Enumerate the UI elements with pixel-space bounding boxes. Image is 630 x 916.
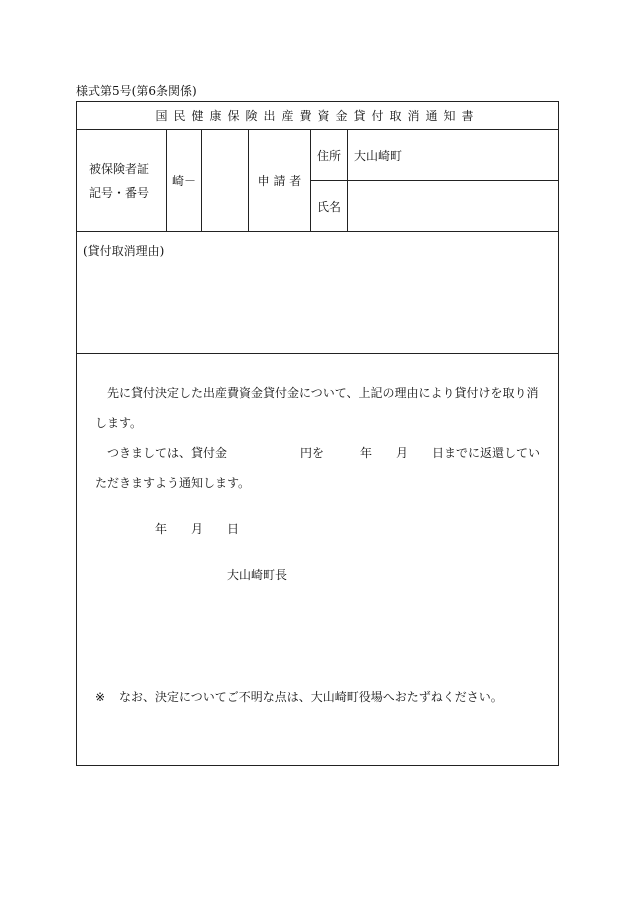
note-mark: ※	[95, 690, 106, 704]
body-line-3-text: つきましては、貸付金	[107, 446, 228, 460]
issue-date-day: 日	[227, 522, 240, 536]
body-line-4: ただきますよう通知します。	[95, 476, 251, 490]
reason-label: (貸付取消理由)	[83, 244, 165, 258]
body-line-1: 先に貸付決定した出産費資金貸付金について、上記の理由により貸付けを取り消	[107, 386, 539, 400]
insured-card-number-field[interactable]	[202, 130, 249, 232]
insured-card-label-line2: 記号・番号	[89, 185, 150, 200]
name-label: 氏名	[311, 181, 348, 232]
address-label: 住所	[311, 130, 348, 181]
notice-body	[77, 354, 559, 766]
insured-card-label-line1: 被保険者証	[89, 161, 150, 176]
name-field[interactable]	[348, 181, 559, 232]
body-line-3-year: 年	[360, 446, 373, 460]
issue-date-year: 年	[155, 522, 168, 536]
notice-form	[76, 101, 559, 766]
applicant-label: 申 請 者	[249, 130, 311, 232]
body-line-3-month: 月	[396, 446, 409, 460]
issue-date-month: 月	[191, 522, 204, 536]
form-title: 国民健康保険出産費資金貸付取消通知書	[77, 102, 559, 130]
reason-section[interactable]	[77, 232, 559, 354]
body-line-2: します。	[95, 416, 143, 430]
body-line-3-yen: 円を	[300, 446, 325, 460]
body-line-3-day: 日までに返還してい	[432, 446, 541, 460]
form-number-label: 様式第5号(第6条関係)	[76, 84, 197, 98]
insured-card-prefix: 崎－	[167, 130, 202, 232]
note-text: なお、決定についてご不明な点は、大山崎町役場へおたずねください。	[119, 690, 503, 704]
address-field[interactable]: 大山崎町	[348, 130, 559, 181]
issuer-name: 大山崎町長	[227, 568, 288, 582]
insured-card-label	[77, 130, 167, 232]
